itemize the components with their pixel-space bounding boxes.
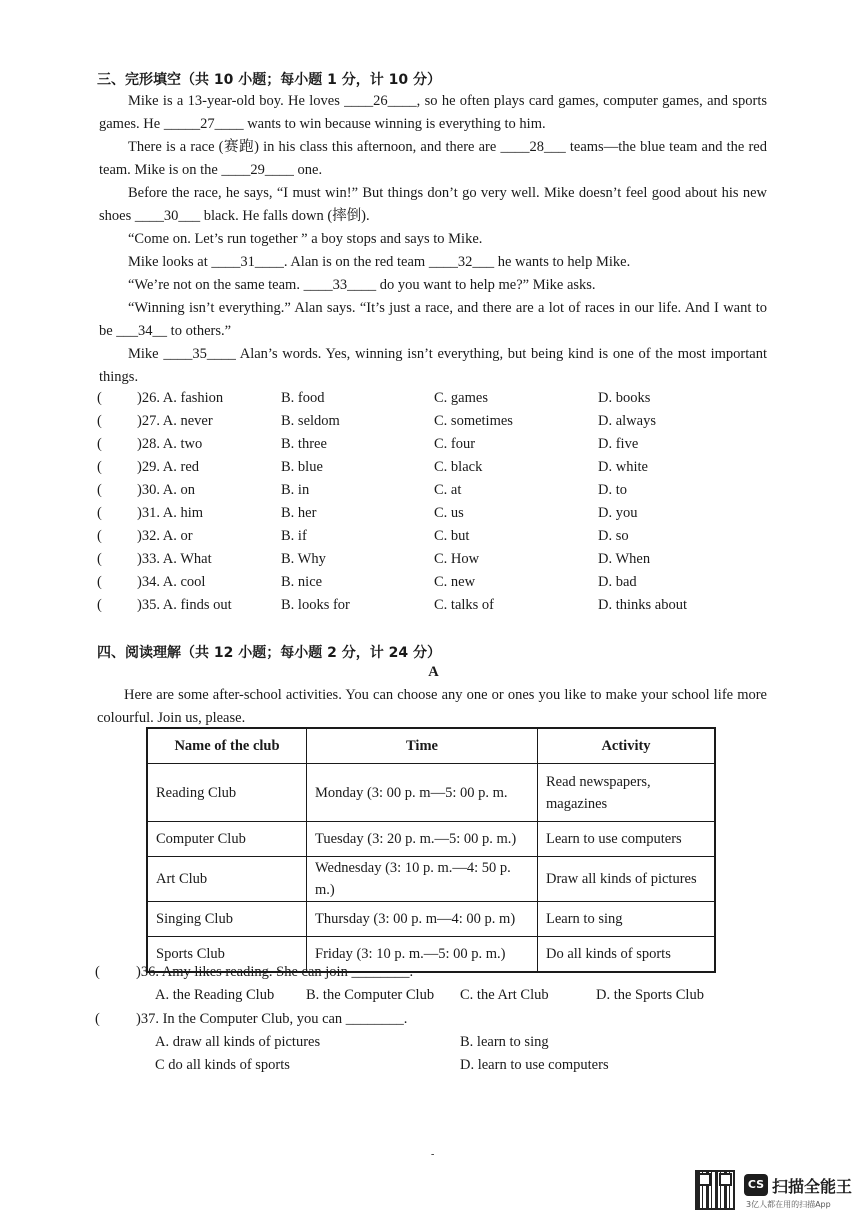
option-b: B. nice [281, 574, 323, 590]
option-d: D. to [598, 482, 627, 498]
answer-paren[interactable]: ( [97, 459, 102, 475]
option-d: D. bad [598, 574, 637, 590]
page-mark: - [431, 1149, 435, 1160]
passage-paragraph: There is a race (赛跑) in his class this afternoon, and there are ____28___ teams—the blue team and the red team. Mike is on the ____29____ one. [99, 139, 767, 178]
club-time: Monday (3: 00 p. m—5: 00 p. m. [307, 764, 538, 822]
section-3-title: 三、完形填空（共 10 小题；每小题 1 分，计 10 分） [97, 72, 441, 88]
option-d: D. always [598, 413, 656, 429]
option-b: B. three [281, 436, 327, 452]
club-time: Thursday (3: 00 p. m—4: 00 p. m) [307, 902, 538, 937]
answer-paren[interactable]: ( [97, 390, 102, 406]
option-b: B. looks for [281, 597, 350, 613]
option-b: B. learn to sing [460, 1034, 549, 1050]
column-header: Time [307, 728, 538, 764]
option-d: D. learn to use computers [460, 1057, 609, 1073]
option-d: D. white [598, 459, 648, 475]
qr-code-icon [695, 1170, 735, 1210]
club-activity: Learn to use computers [538, 822, 716, 857]
option-a: )34. A. cool [137, 574, 206, 590]
club-time: Wednesday (3: 10 p. m.—4: 50 p. m.) [307, 857, 538, 902]
club-name: Reading Club [147, 764, 307, 822]
answer-paren[interactable]: ( [95, 1011, 100, 1027]
option-row-29 [97, 459, 777, 482]
club-time: Friday (3: 10 p. m.—5: 00 p. m.) [307, 937, 538, 972]
option-a: )27. A. never [137, 413, 213, 429]
table-row [147, 764, 715, 822]
option-c: C. but [434, 528, 470, 544]
option-a: )28. A. two [137, 436, 203, 452]
answer-paren[interactable]: ( [97, 436, 102, 452]
option-b: B. her [281, 505, 317, 521]
option-c: C. us [434, 505, 464, 521]
option-a: )31. A. him [137, 505, 204, 521]
option-row-35 [97, 597, 777, 620]
answer-paren[interactable]: ( [97, 505, 102, 521]
option-a: A. draw all kinds of pictures [155, 1034, 321, 1050]
scanner-app-tagline: 3亿人都在用的扫描App [746, 1200, 831, 1209]
answer-paren[interactable]: ( [97, 551, 102, 567]
option-b: B. blue [281, 459, 323, 475]
option-row-28 [97, 436, 777, 459]
option-c: C. black [434, 459, 483, 475]
option-row-26 [97, 390, 777, 413]
option-b: B. food [281, 390, 325, 406]
option-a: )30. A. on [137, 482, 195, 498]
option-b: B. Why [281, 551, 326, 567]
passage-paragraph: Before the race, he says, “I must win!” But things don’t go very well. Mike doesn’t feel good about his new shoes ____30___ black. He falls down (摔倒). [99, 185, 767, 224]
question-stem: )37. In the Computer Club, you can ________. [136, 1011, 408, 1027]
club-activity: Learn to sing [538, 902, 716, 937]
option-a: A. the Reading Club [155, 987, 275, 1003]
option-d: D. five [598, 436, 639, 452]
question-stem: )36. Amy likes reading. She can join ________. [136, 964, 414, 980]
answer-paren[interactable]: ( [97, 574, 102, 590]
option-row-27 [97, 413, 777, 436]
passage-paragraph: “Winning isn’t everything.” Alan says. “It’s just a race, and there are a lot of races in our life. And I want to be ___34__ to others.” [99, 300, 767, 339]
option-c: C. four [434, 436, 476, 452]
option-row-34 [97, 574, 777, 597]
option-c: C do all kinds of sports [155, 1057, 290, 1073]
option-a: )29. A. red [137, 459, 200, 475]
passage-paragraph: “We’re not on the same team. ____33____ do you want to help me?” Mike asks. [128, 277, 596, 293]
option-a: )26. A. fashion [137, 390, 224, 406]
camscanner-logo-icon: CS [744, 1174, 768, 1196]
option-d: D. When [598, 551, 651, 567]
table-row [147, 857, 715, 902]
option-b: B. if [281, 528, 307, 544]
option-c: C. new [434, 574, 476, 590]
passage-paragraph: “Come on. Let’s run together ” a boy stops and says to Mike. [128, 231, 483, 247]
table-row [147, 822, 715, 857]
option-d: D. books [598, 390, 651, 406]
club-activity: Draw all kinds of pictures [538, 857, 716, 902]
option-row-33 [97, 551, 777, 574]
answer-paren[interactable]: ( [97, 597, 102, 613]
intro-text: Here are some after-school activities. You can choose any one or ones you like to make your school life more colourful. Join us, please. [97, 687, 767, 726]
option-c: C. at [434, 482, 462, 498]
passage-paragraph: Mike is a 13-year-old boy. He loves ____26____, so he often plays card games, computer games, and sports games. He _____27____ wants to win because winning is everything to him. [99, 93, 767, 132]
section-4-title: 四、阅读理解（共 12 小题；每小题 2 分，计 24 分） [97, 645, 441, 661]
option-d: D. so [598, 528, 629, 544]
option-c: C. How [434, 551, 480, 567]
passage-paragraph: Mike looks at ____31____. Alan is on the red team ____32___ he wants to help Mike. [128, 254, 631, 270]
club-time: Tuesday (3: 20 p. m.—5: 00 p. m.) [307, 822, 538, 857]
option-a: )35. A. finds out [137, 597, 232, 613]
option-row-30 [97, 482, 777, 505]
option-b: B. in [281, 482, 310, 498]
column-header: Activity [538, 728, 716, 764]
answer-paren[interactable]: ( [97, 528, 102, 544]
club-name: Art Club [147, 857, 307, 902]
option-b: B. seldom [281, 413, 340, 429]
option-row-31 [97, 505, 777, 528]
club-activity: Read newspapers, magazines [538, 764, 716, 822]
column-header: Name of the club [147, 728, 307, 764]
cloze-passage [99, 90, 767, 389]
option-a: )32. A. or [137, 528, 193, 544]
club-activity: Do all kinds of sports [538, 937, 716, 972]
option-d: D. the Sports Club [596, 987, 704, 1003]
passage-paragraph: Mike ____35____ Alan’s words. Yes, winning isn’t everything, but being kind is one of the most important things. [99, 346, 767, 385]
option-d: D. thinks about [598, 597, 688, 613]
option-a: )33. A. What [137, 551, 212, 567]
club-name: Singing Club [147, 902, 307, 937]
table-header-row [147, 728, 715, 764]
answer-paren[interactable]: ( [97, 482, 102, 498]
option-c: C. sometimes [434, 413, 513, 429]
option-row-32 [97, 528, 777, 551]
clubs-table [146, 727, 716, 973]
passage-label: A [428, 664, 439, 680]
club-name: Computer Club [147, 822, 307, 857]
answer-paren[interactable]: ( [95, 964, 100, 980]
club-name: Sports Club [147, 937, 307, 972]
option-d: D. you [598, 505, 638, 521]
answer-paren[interactable]: ( [97, 413, 102, 429]
option-c: C. games [434, 390, 488, 406]
option-c: C. talks of [434, 597, 495, 613]
scanner-app-name: 扫描全能王 [772, 1177, 853, 1196]
option-c: C. the Art Club [460, 987, 549, 1003]
table-row [147, 902, 715, 937]
option-b: B. the Computer Club [306, 987, 435, 1003]
reading-intro [97, 684, 767, 730]
